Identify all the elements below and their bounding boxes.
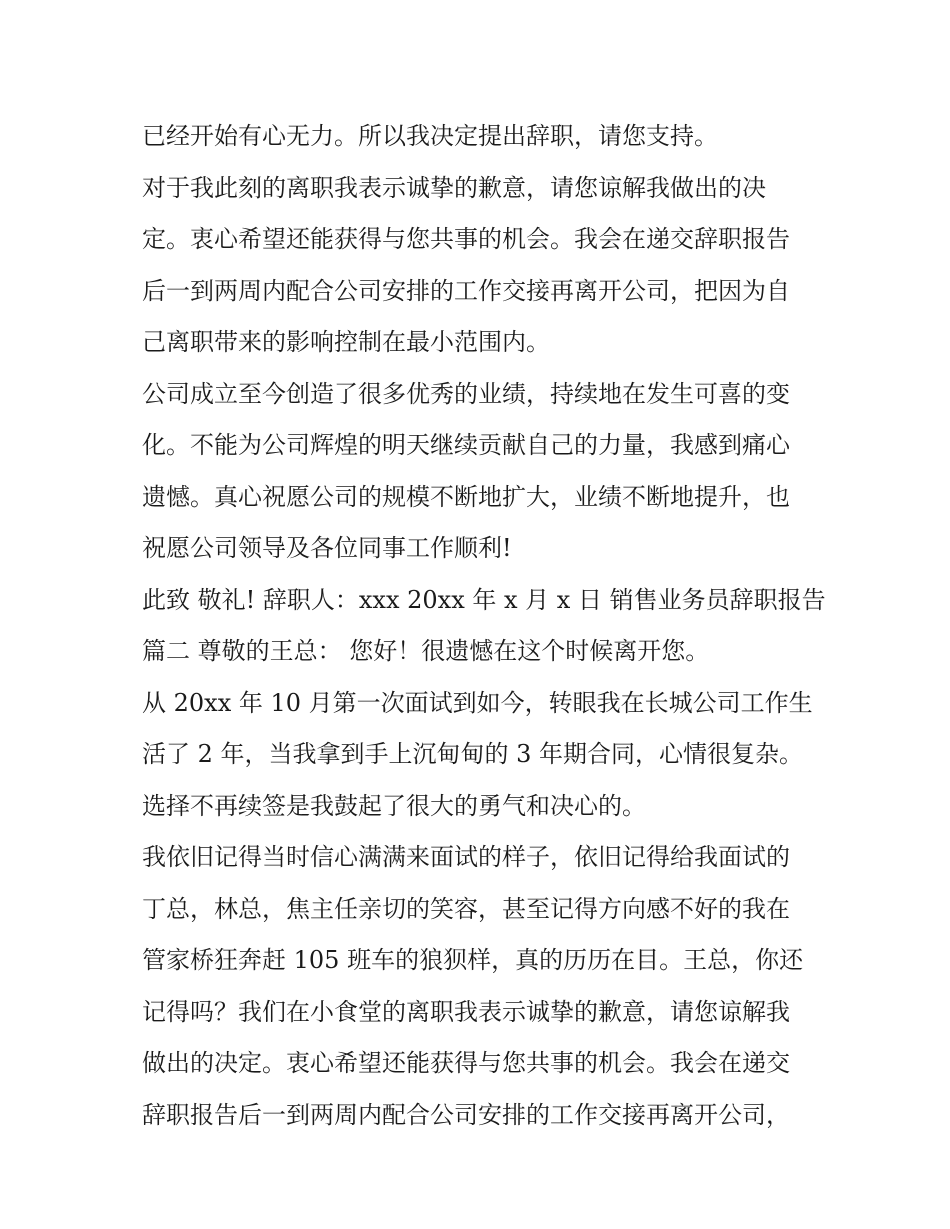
text-line: 篇二 尊敬的王总： 您好！很遗憾在这个时候离开您。 (142, 637, 710, 665)
text-line: 管家桥狂奔赶 105 班车的狼狈样，真的历历在目。王总，你还 (142, 946, 804, 974)
text-line: 辞职报告后一到两周内配合公司安排的工作交接再离开公司， (142, 1100, 790, 1129)
text-line: 己离职带来的影响控制在最小范围内。 (142, 328, 550, 356)
text-line: 定。衷心希望还能获得与您共事的机会。我会在递交辞职报告 (142, 225, 790, 253)
text-line: 从 20xx 年 10 月第一次面试到如今，转眼我在长城公司工作生 (142, 688, 813, 717)
text-line: 公司成立至今创造了很多优秀的业绩，持续地在发生可喜的变 (142, 379, 790, 408)
text-line: 做出的决定。衷心希望还能获得与您共事的机会。我会在递交 (142, 1049, 790, 1077)
text-line: 选择不再续签是我鼓起了很大的勇气和决心的。 (142, 791, 646, 820)
text-line: 后一到两周内配合公司安排的工作交接再离开公司，把因为自 (142, 276, 790, 305)
text-line: 活了 2 年，当我拿到手上沉甸甸的 3 年期合同，心情很复杂。 (142, 740, 804, 768)
text-line: 丁总，林总，焦主任亲切的笑容，甚至记得方向感不好的我在 (142, 894, 790, 923)
text-line: 记得吗？我们在小食堂的离职我表示诚挚的歉意，请您谅解我 (142, 997, 790, 1026)
text-line: 我依旧记得当时信心满满来面试的样子，依旧记得给我面试的 (142, 843, 790, 871)
text-line: 遗憾。真心祝愿公司的规模不断地扩大，业绩不断地提升，也 (142, 482, 790, 511)
text-line: 祝愿公司领导及各位同事工作顺利! (142, 534, 512, 562)
text-line: 对于我此刻的离职我表示诚挚的歉意，请您谅解我做出的决 (142, 173, 766, 202)
text-line: 此致 敬礼! 辞职人：xxx 20xx 年 x 月 x 日 销售业务员辞职报告 (142, 585, 826, 614)
text-line: 化。不能为公司辉煌的明天继续贡献自己的力量，我感到痛心 (142, 431, 790, 459)
document-body (142, 111, 826, 1141)
text-line: 已经开始有心无力。所以我决定提出辞职，请您支持。 (142, 122, 718, 150)
